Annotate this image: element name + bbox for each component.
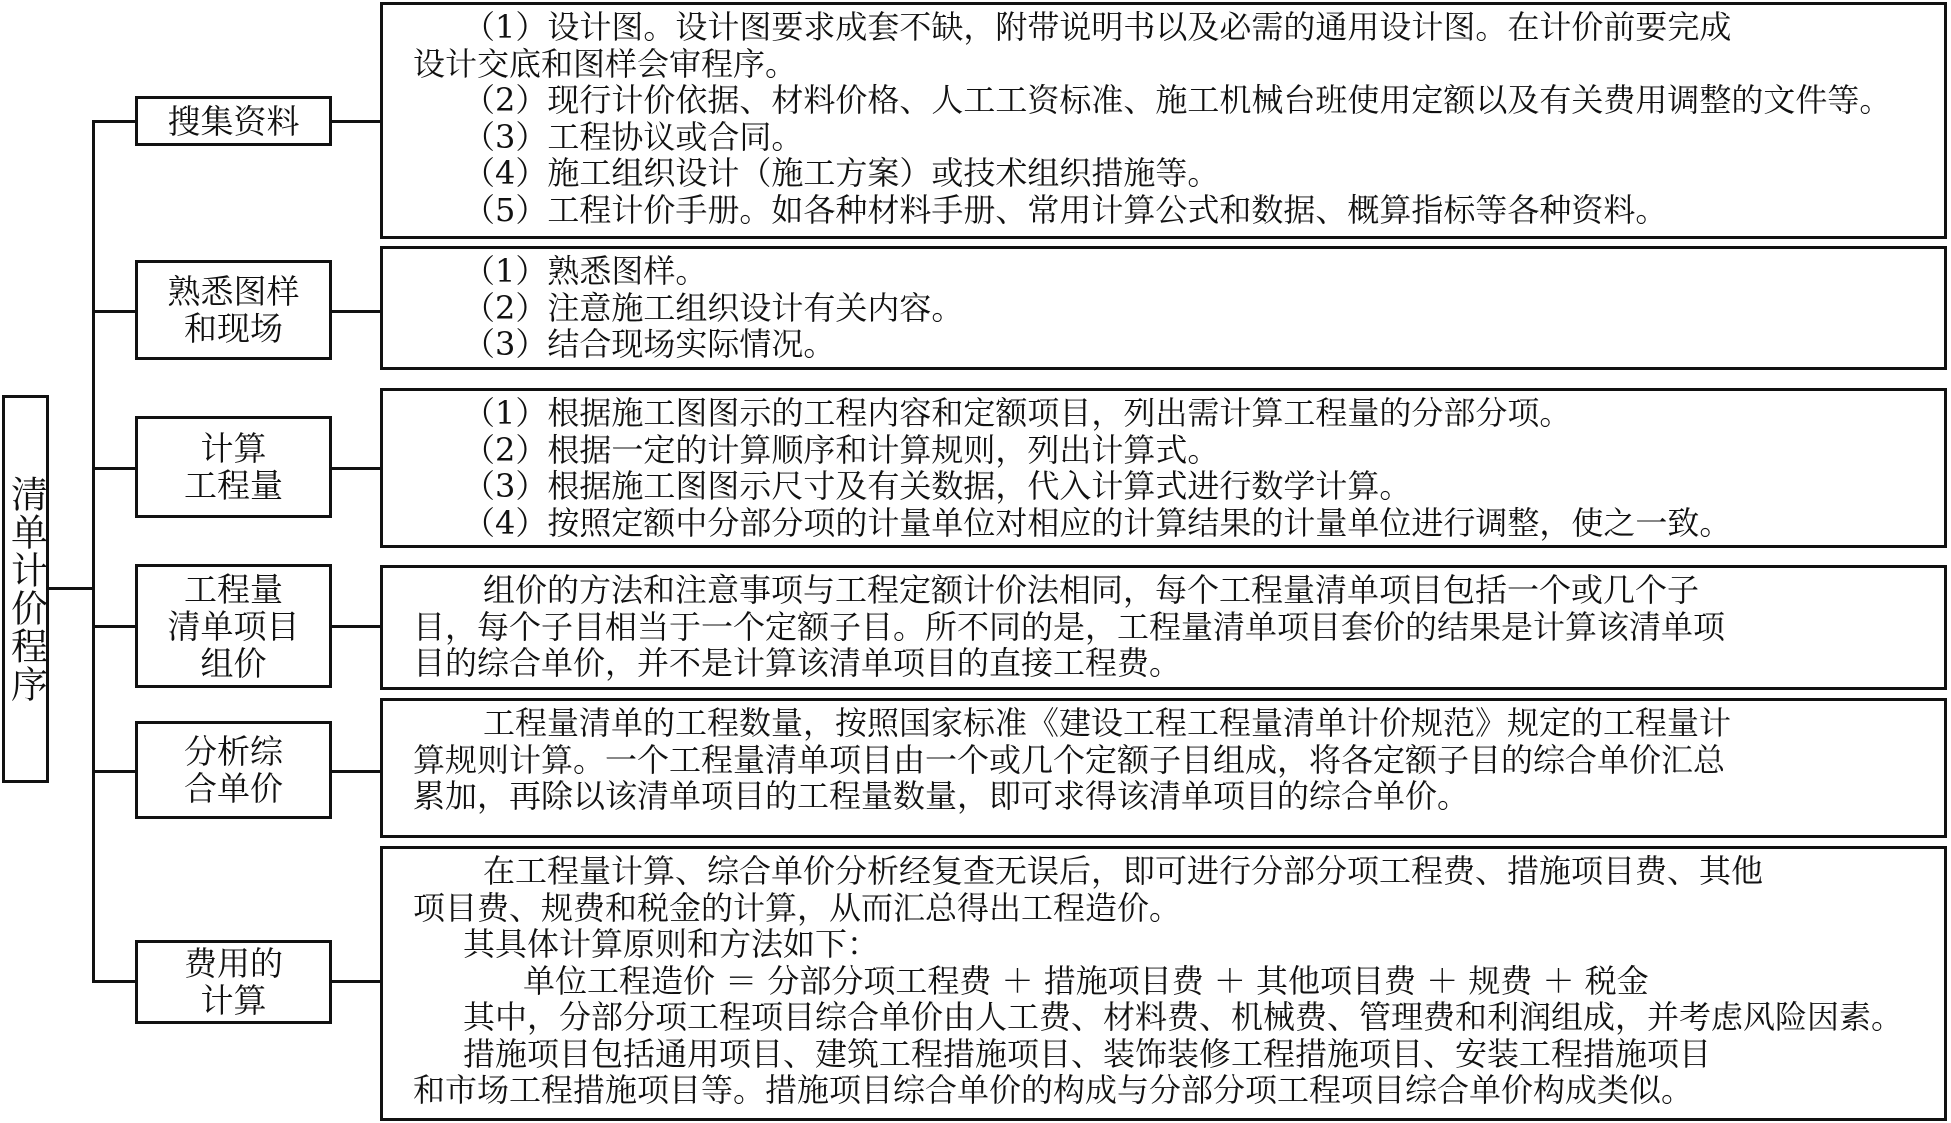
detail-line: 累加，再除以该清单项目的工程量数量，即可求得该清单项目的综合单价。	[413, 777, 1470, 815]
step-label-line: 组价	[200, 643, 267, 683]
step-detail-cost-calculation	[380, 846, 1947, 1121]
step-node-calculate-quantities	[135, 416, 332, 518]
detail-line: 其中，分部分项工程项目综合单价由人工费、材料费、机械费、管理费和利润组成，并考虑风险因素。	[463, 998, 1904, 1036]
root-connector	[49, 587, 94, 590]
step-node-cost-calculation	[135, 940, 332, 1024]
root-node	[2, 395, 49, 783]
link-line-5	[331, 770, 381, 773]
step-node-unit-price-analysis	[135, 721, 332, 819]
step-detail-item-pricing	[380, 565, 1947, 690]
detail-line: （1）设计图。设计图要求成套不缺，附带说明书以及必需的通用设计图。在计价前要完成	[463, 8, 1732, 46]
detail-line: 其具体计算原则和方法如下：	[463, 925, 880, 963]
step-label-line: 计算	[200, 429, 267, 468]
detail-line: （4）按照定额中分部分项的计量单位对相应的计算结果的计量单位进行调整，使之一致。	[463, 503, 1732, 542]
trunk-line	[92, 120, 95, 982]
detail-line: （2）现行计价依据、材料价格、人工工资标准、施工机械台班使用定额以及有关费用调整的文件等。	[463, 81, 1892, 119]
step-node-familiarize-drawings	[135, 260, 332, 360]
detail-line: （1）熟悉图样。	[463, 252, 708, 290]
step-label-line: 计算	[200, 981, 267, 1020]
detail-line: （3）结合现场实际情况。	[463, 325, 836, 363]
detail-line: 算规则计算。一个工程量清单项目由一个或几个定额子目组成，将各定额子目的综合单价汇总	[413, 740, 1726, 779]
step-detail-unit-price-analysis	[380, 698, 1947, 838]
step-label-line: 搜集资料	[167, 101, 300, 141]
step-label-line: 合单价	[184, 769, 283, 808]
step-node-collect-materials	[135, 96, 332, 146]
branch-line-6	[92, 980, 136, 983]
step-label-line: 熟悉图样	[167, 272, 300, 311]
detail-line: （2）根据一定的计算顺序和计算规则，列出计算式。	[463, 430, 1220, 469]
step-label-line: 工程量	[184, 569, 283, 609]
step-node-item-pricing	[135, 564, 332, 688]
link-line-4	[331, 625, 381, 628]
detail-line: 和市场工程措施项目等。措施项目综合单价的构成与分部分项工程项目综合单价构成类似。	[413, 1071, 1694, 1109]
detail-line: 项目费、规费和税金的计算，从而汇总得出工程造价。	[413, 888, 1182, 927]
step-label-line: 和现场	[184, 309, 283, 348]
step-label-line: 工程量	[184, 466, 283, 505]
link-line-2	[331, 310, 381, 313]
detail-line: 设计交底和图样会审程序。	[413, 44, 798, 83]
branch-line-5	[92, 770, 136, 773]
detail-line: 目的综合单价，并不是计算该清单项目的直接工程费。	[413, 644, 1182, 682]
detail-line: 目，每个子目相当于一个定额子目。所不同的是，工程量清单项目套价的结果是计算该清单项	[413, 607, 1726, 646]
step-label-line: 清单项目	[167, 606, 300, 646]
branch-line-4	[92, 625, 136, 628]
branch-line-3	[92, 467, 136, 470]
step-label-line: 分析综	[184, 732, 283, 771]
root-title: 清单计价程序	[4, 475, 48, 703]
detail-line: （3）工程协议或合同。	[463, 117, 804, 156]
detail-line: 组价的方法和注意事项与工程定额计价法相同，每个工程量清单项目包括一个或几个子	[483, 571, 1700, 609]
branch-line-2	[92, 310, 136, 313]
detail-line: （2）注意施工组织设计有关内容。	[463, 288, 964, 327]
detail-line: （4）施工组织设计（施工方案）或技术组织措施等。	[463, 154, 1220, 192]
detail-line: 工程量清单的工程数量，按照国家标准《建设工程工程量清单计价规范》规定的工程量计	[483, 704, 1732, 742]
link-line-6	[331, 980, 381, 983]
detail-formula: 单位工程造价 ＝ 分部分项工程费 ＋ 措施项目费 ＋ 其他项目费 ＋ 规费 ＋ 税金	[523, 961, 1649, 1000]
detail-line: （5）工程计价手册。如各种材料手册、常用计算公式和数据、概算指标等各种资料。	[463, 190, 1668, 229]
detail-line: 在工程量计算、综合单价分析经复查无误后，即可进行分部分项工程费、措施项目费、其他	[483, 852, 1764, 890]
step-detail-familiarize-drawings	[380, 246, 1947, 370]
detail-line: （3）根据施工图图示尺寸及有关数据，代入计算式进行数学计算。	[463, 467, 1412, 505]
detail-line: （1）根据施工图图示的工程内容和定额项目，列出需计算工程量的分部分项。	[463, 394, 1572, 432]
step-detail-calculate-quantities	[380, 388, 1947, 548]
link-line-3	[331, 467, 381, 470]
step-label-line: 费用的	[184, 944, 283, 983]
step-detail-collect-materials	[380, 2, 1947, 239]
link-line-1	[331, 120, 381, 123]
detail-line: 措施项目包括通用项目、建筑工程措施项目、装饰装修工程措施项目、安装工程措施项目	[463, 1034, 1712, 1073]
branch-line-1	[92, 120, 136, 123]
